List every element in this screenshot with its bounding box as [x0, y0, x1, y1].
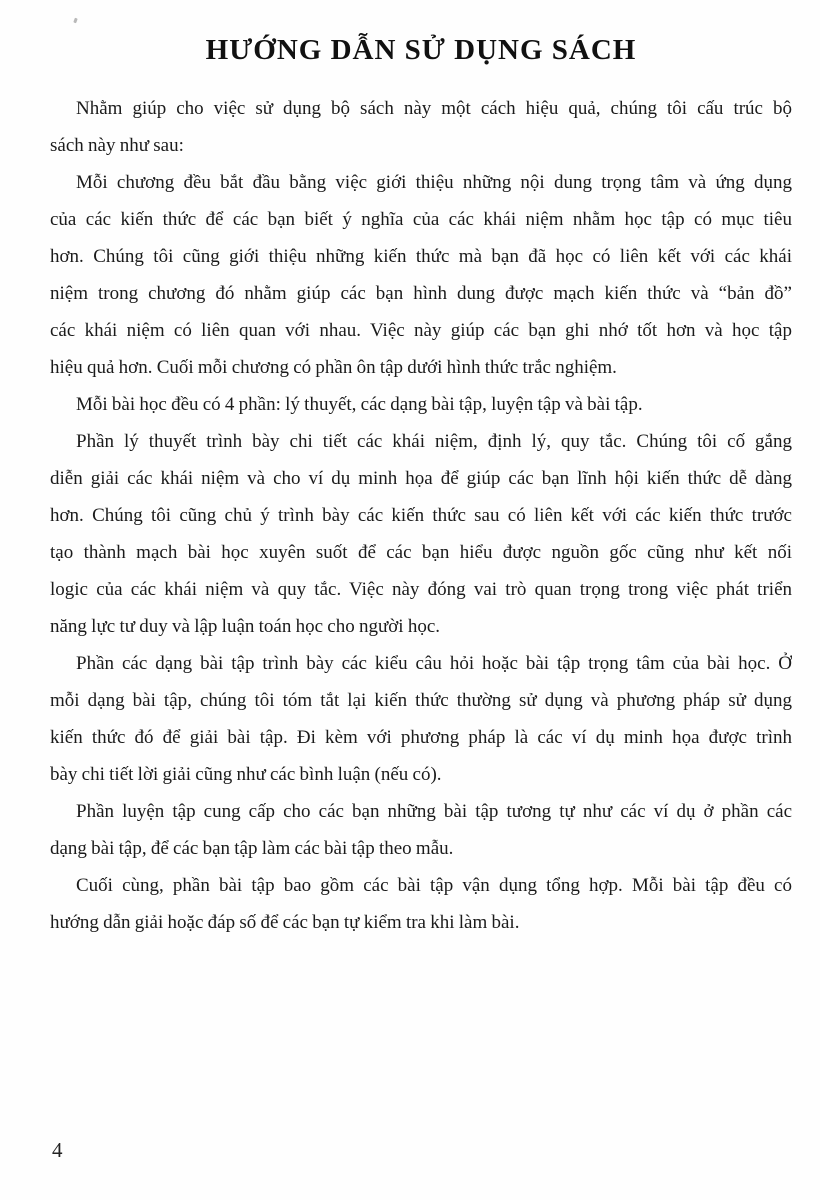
paragraph	[50, 386, 792, 423]
text-line: Phần luyện tập cung cấp cho các bạn những bài tập tương tự như các ví dụ ở phần các	[76, 801, 792, 822]
text-line: mỗi dạng bài tập, chúng tôi tóm tắt lại kiến thức thường sử dụng và phương pháp sử dụng	[50, 690, 792, 711]
paragraph	[50, 793, 792, 867]
scan-speck	[73, 18, 78, 24]
text-line: Nhằm giúp cho việc sử dụng bộ sách này một cách hiệu quả, chúng tôi cấu trúc bộ	[76, 98, 792, 119]
text-line: niệm trong chương đó nhằm giúp các bạn hình dung được mạch kiến thức và “bản đồ”	[50, 283, 792, 304]
paragraph	[50, 164, 792, 386]
text-line: sách này như sau:	[50, 135, 184, 156]
text-line: hiệu quả hơn. Cuối mỗi chương có phần ôn tập dưới hình thức trắc nghiệm.	[50, 357, 617, 378]
text-line: diễn giải các khái niệm và cho ví dụ minh họa để giúp các bạn lĩnh hội kiến thức dễ dàng	[50, 468, 792, 489]
text-line: Phần các dạng bài tập trình bày các kiểu câu hỏi hoặc bài tập trọng tâm của bài học. Ở	[76, 653, 792, 674]
text-line: hơn. Chúng tôi cũng giới thiệu những kiến thức mà bạn đã học có liên kết với các khái	[50, 246, 792, 267]
text-line: logic của các khái niệm và quy tắc. Việc này đóng vai trò quan trọng trong việc phát triển	[50, 579, 792, 600]
paragraph	[50, 867, 792, 941]
paragraph	[50, 423, 792, 645]
text-line: Phần lý thuyết trình bày chi tiết các khái niệm, định lý, quy tắc. Chúng tôi cố gắng	[76, 431, 792, 452]
paragraph	[50, 645, 792, 793]
text-line: năng lực tư duy và lập luận toán học cho người học.	[50, 616, 441, 637]
text-line: Mỗi bài học đều có 4 phần: lý thuyết, các dạng bài tập, luyện tập và bài tập.	[76, 394, 643, 415]
text-line: bày chi tiết lời giải cũng như các bình luận (nếu có).	[50, 764, 442, 785]
text-line: hướng dẫn giải hoặc đáp số để các bạn tự kiểm tra khi làm bài.	[50, 912, 520, 933]
page-body	[50, 90, 792, 941]
paragraph	[50, 90, 792, 164]
page-number: 4	[52, 1138, 63, 1162]
text-line: của các kiến thức để các bạn biết ý nghĩa của các khái niệm nhằm học tập có mục tiêu	[50, 209, 792, 230]
text-line: Mỗi chương đều bắt đầu bằng việc giới thiệu những nội dung trọng tâm và ứng dụng	[76, 172, 792, 193]
text-line: kiến thức đó để giải bài tập. Đi kèm với phương pháp là các ví dụ minh họa được trình	[50, 727, 792, 748]
page-title: HƯỚNG DẪN SỬ DỤNG SÁCH	[205, 34, 637, 66]
text-line: các khái niệm có liên quan với nhau. Việc này giúp các bạn ghi nhớ tốt hơn và học tập	[50, 320, 792, 341]
text-line: hơn. Chúng tôi cũng chủ ý trình bày các kiến thức sau có liên kết với các kiến thức trước	[50, 505, 792, 526]
text-line: Cuối cùng, phần bài tập bao gồm các bài tập vận dụng tổng hợp. Mỗi bài tập đều có	[76, 875, 792, 896]
text-line: dạng bài tập, để các bạn tập làm các bài tập theo mẫu.	[50, 838, 454, 859]
text-line: tạo thành mạch bài học xuyên suốt để các bạn hiểu được nguồn gốc cũng như kết nối	[50, 542, 792, 563]
